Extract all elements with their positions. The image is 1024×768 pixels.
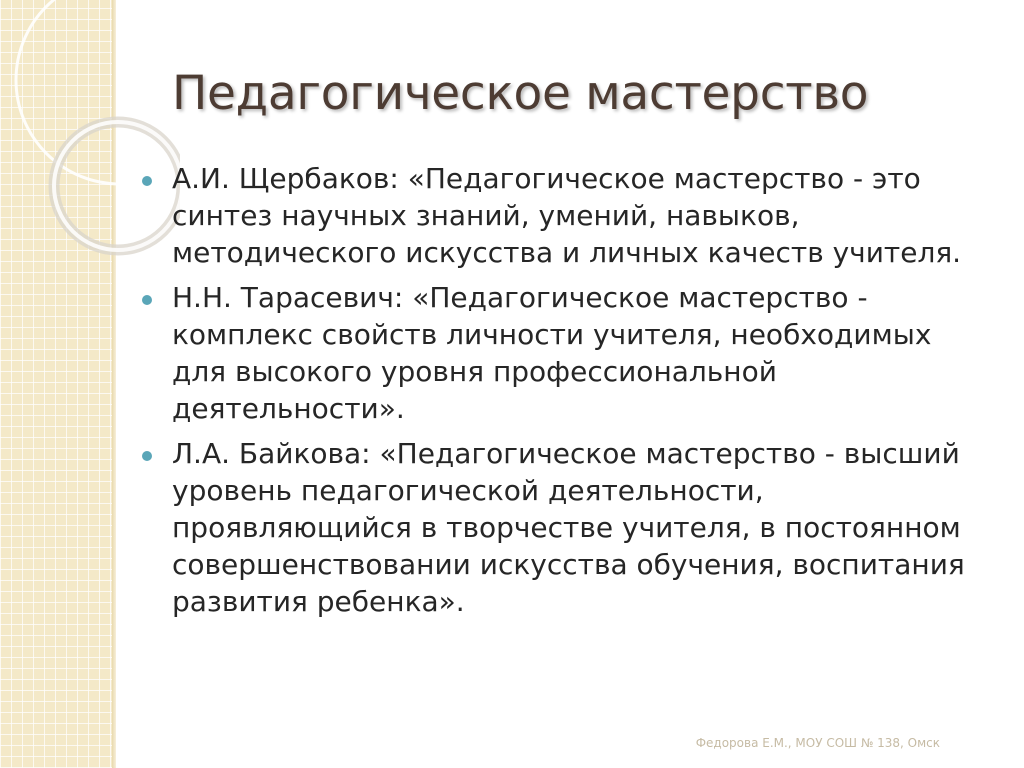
decorative-ring-large xyxy=(16,0,180,184)
bullet-dot-icon xyxy=(142,295,152,305)
bullet-text: А.И. Щербаков: «Педагогическое мастерство - это синтез научных знаний, умений, навыков, методического искусства и личных качеств учителя. xyxy=(172,162,962,269)
slide-title: Педагогическое мастерство xyxy=(172,66,869,121)
bullet-list xyxy=(172,160,972,628)
bullet-item-baykova xyxy=(172,435,972,620)
bullet-text: Н.Н. Тарасевич: «Педагогическое мастерство - комплекс свойств личности учителя, необходимых для высокого уровня профессиональной деятельности». xyxy=(172,281,932,425)
bullet-dot-icon xyxy=(142,176,152,186)
bullet-dot-icon xyxy=(142,451,152,461)
bullet-item-tarasevich xyxy=(172,279,972,427)
decorative-rings xyxy=(0,0,180,300)
decorative-ring-small-inner xyxy=(54,122,180,250)
slide-footer: Федорова Е.М., МОУ СОШ № 138, Омск xyxy=(695,736,940,750)
bullet-text: Л.А. Байкова: «Педагогическое мастерство - высший уровень педагогической деятельности, проявляющийся в творчестве учителя, в постоянном совершенствовании искусства обучения, воспитания развития ребенка». xyxy=(172,437,965,618)
bullet-item-shcherbakov xyxy=(172,160,972,271)
